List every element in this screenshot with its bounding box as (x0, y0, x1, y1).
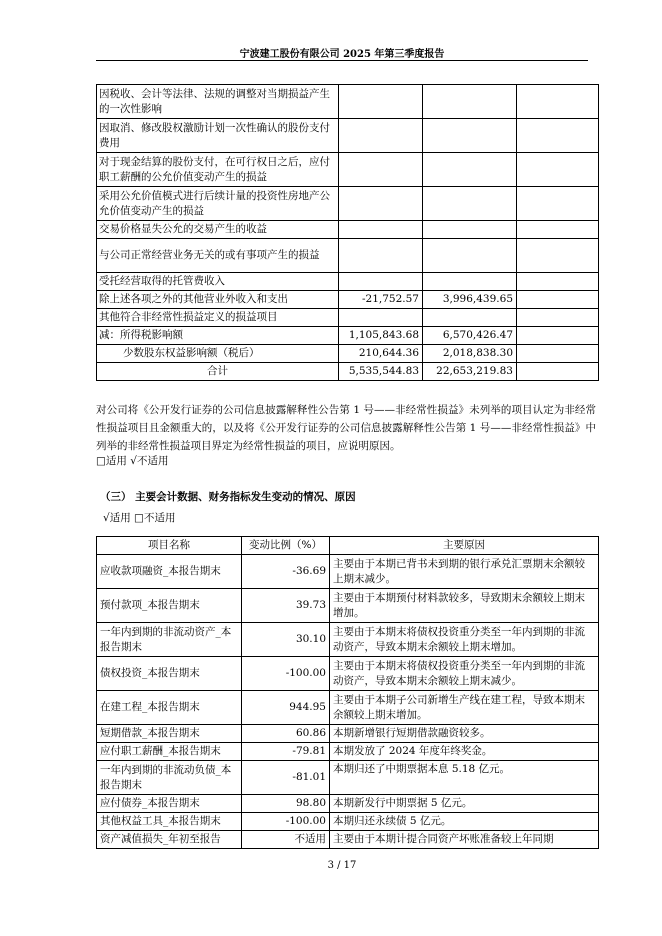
ytd-value: 22,653,219.83 (423, 363, 517, 381)
column-header-ratio: 变动比例（%） (242, 537, 330, 555)
non-recurring-items-table (96, 84, 599, 381)
item-cell: 因税收、会计等法律、法规的调整对当期损益产生的一次性影响 (97, 85, 339, 119)
item-cell: 少数股东权益影响额（税后） (97, 345, 339, 363)
change-reason: 本期新发行中期票据 5 亿元。 (330, 795, 599, 813)
ytd-value (423, 119, 517, 153)
item-cell: 与公司正常经营业务无关的或有事项产生的损益 (97, 239, 339, 273)
change-ratio: 60.86 (242, 725, 330, 743)
table-row (97, 327, 599, 345)
changes-table (96, 536, 599, 849)
ytd-value (423, 187, 517, 221)
change-reason: 本期新增银行短期借款融资较多。 (330, 725, 599, 743)
ytd-value (423, 309, 517, 327)
note-cell (517, 291, 599, 309)
table-row (97, 657, 599, 691)
item-name: 资产减值损失_年初至报告 (97, 831, 242, 849)
note-cell (517, 153, 599, 187)
change-reason: 主要由于本期末将债权投资重分类至一年内到期的非流动资产，导致本期末余额较上期末增加。 (330, 623, 599, 657)
table-row (97, 795, 599, 813)
item-cell: 受托经营取得的托管费收入 (97, 273, 339, 291)
change-reason: 主要由于本期末将债权投资重分类至一年内到期的非流动资产，导致本期末余额较上期末减少。 (330, 657, 599, 691)
note-cell (517, 85, 599, 119)
table-row (97, 239, 599, 273)
current-value: 210,644.36 (339, 345, 423, 363)
table-row (97, 691, 599, 725)
table-row (97, 221, 599, 239)
current-value (339, 239, 423, 273)
item-cell: 对于现金结算的股份支付，在可行权日之后，应付职工薪酬的公允价值变动产生的损益 (97, 153, 339, 187)
column-header-item: 项目名称 (97, 537, 242, 555)
change-ratio: -36.69 (242, 555, 330, 589)
change-ratio: -100.00 (242, 813, 330, 831)
explanation-paragraph: 对公司将《公开发行证券的公司信息披露解释性公告第 1 号——非经常性损益》未列举的项目认定为非经常性损益项目且金额重大的，以及将《公开发行证券的公司信息披露解释性公告第 1 号——非经常性损益》中列举的非经常性损益项目界定为经常性损益的项目，应说明原因。 (96, 404, 596, 452)
change-reason: 主要由于本期预付材料款较多，导致期末余额较上期末增加。 (330, 589, 599, 623)
item-cell: 采用公允价值模式进行后续计量的投资性房地产公允价值变动产生的损益 (97, 187, 339, 221)
change-ratio: 不适用 (242, 831, 330, 849)
note-cell (517, 221, 599, 239)
item-name: 短期借款_本报告期末 (97, 725, 242, 743)
ytd-value: 3,996,439.65 (423, 291, 517, 309)
change-ratio: -81.01 (242, 761, 330, 795)
table-row (97, 291, 599, 309)
ytd-value (423, 153, 517, 187)
table-row (97, 85, 599, 119)
current-value (339, 119, 423, 153)
change-ratio: 39.73 (242, 589, 330, 623)
current-value: 1,105,843.68 (339, 327, 423, 345)
change-ratio: 98.80 (242, 795, 330, 813)
item-cell: 其他符合非经常性损益定义的损益项目 (97, 309, 339, 327)
table-row (97, 725, 599, 743)
table-row (97, 589, 599, 623)
total-label: 合计 (97, 363, 339, 381)
table-row (97, 555, 599, 589)
current-value (339, 273, 423, 291)
table-row (97, 831, 599, 849)
change-reason: 主要由于本期子公司新增生产线在建工程，导致本期末余额较上期末增加。 (330, 691, 599, 725)
note-cell (517, 363, 599, 381)
item-cell: 除上述各项之外的其他营业外收入和支出 (97, 291, 339, 309)
page-header: 宁波建工股份有限公司 2025 年第三季度报告 (239, 49, 445, 60)
item-name: 一年内到期的非流动资产_本报告期末 (97, 623, 242, 657)
change-reason: 本期发放了 2024 年度年终奖金。 (330, 743, 599, 761)
change-reason: 本期归还了中期票据本息 5.18 亿元。 (330, 761, 599, 795)
table-header-row (97, 537, 599, 555)
table-row (97, 153, 599, 187)
change-reason: 本期归还永续债 5 亿元。 (330, 813, 599, 831)
ytd-value (423, 85, 517, 119)
table-row (97, 761, 599, 795)
page-number: 3 / 17 (327, 860, 357, 871)
item-cell: 因取消、修改股权激励计划一次性确认的股份支付费用 (97, 119, 339, 153)
current-value: -21,752.57 (339, 291, 423, 309)
column-header-reason: 主要原因 (330, 537, 599, 555)
item-name: 应付债券_本报告期末 (97, 795, 242, 813)
item-name: 应收款项融资_本报告期末 (97, 555, 242, 589)
item-name: 应付职工薪酬_本报告期末 (97, 743, 242, 761)
item-name: 其他权益工具_本报告期末 (97, 813, 242, 831)
table-row (97, 813, 599, 831)
note-cell (517, 273, 599, 291)
table-row (97, 273, 599, 291)
note-cell (517, 187, 599, 221)
ytd-value: 6,570,426.47 (423, 327, 517, 345)
note-cell (517, 309, 599, 327)
current-value (339, 309, 423, 327)
note-cell (517, 119, 599, 153)
section-heading: （三） 主要会计数据、财务指标发生变动的情况、原因 (100, 491, 356, 503)
table-row (97, 623, 599, 657)
table-row (97, 119, 599, 153)
change-ratio: 944.95 (242, 691, 330, 725)
current-value (339, 187, 423, 221)
note-cell (517, 345, 599, 363)
ytd-value: 2,018,838.30 (423, 345, 517, 363)
change-ratio: 30.10 (242, 623, 330, 657)
current-value (339, 221, 423, 239)
item-name: 预付款项_本报告期末 (97, 589, 242, 623)
total-row (97, 363, 599, 381)
item-name: 债权投资_本报告期末 (97, 657, 242, 691)
item-cell: 交易价格显失公允的交易产生的收益 (97, 221, 339, 239)
section-applicability-choice: √适用 □不适用 (103, 512, 176, 524)
current-value (339, 153, 423, 187)
note-cell (517, 239, 599, 273)
change-ratio: -79.81 (242, 743, 330, 761)
note-cell (517, 327, 599, 345)
item-cell: 减：所得税影响额 (97, 327, 339, 345)
ytd-value (423, 221, 517, 239)
header-rule (96, 60, 588, 61)
current-value (339, 85, 423, 119)
applicability-choice: □适用 √不适用 (96, 455, 169, 467)
table-row (97, 187, 599, 221)
change-reason: 主要由于本期已背书未到期的银行承兑汇票期末余额较上期末减少。 (330, 555, 599, 589)
table-row (97, 345, 599, 363)
item-name: 在建工程_本报告期末 (97, 691, 242, 725)
change-ratio: -100.00 (242, 657, 330, 691)
change-reason: 主要由于本期计提合同资产坏账准备较上年同期 (330, 831, 599, 849)
current-value: 5,535,544.83 (339, 363, 423, 381)
ytd-value (423, 239, 517, 273)
ytd-value (423, 273, 517, 291)
item-name: 一年内到期的非流动负债_本报告期末 (97, 761, 242, 795)
table-row (97, 309, 599, 327)
table-row (97, 743, 599, 761)
